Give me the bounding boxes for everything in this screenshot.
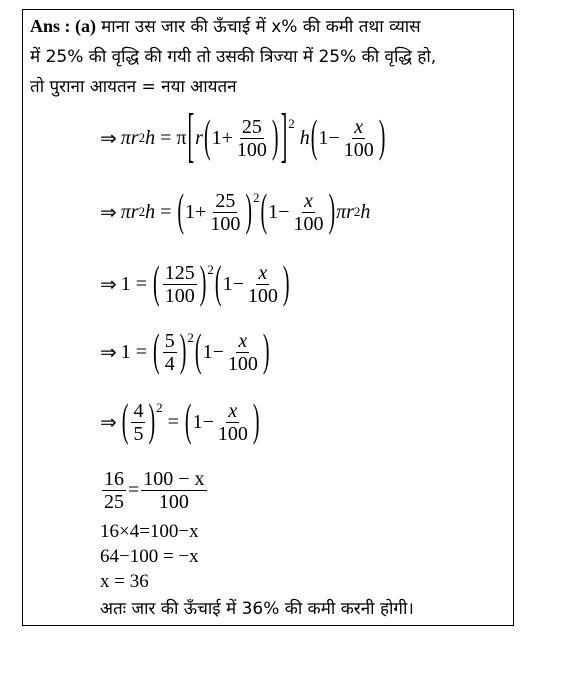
numerator: x: [303, 189, 313, 212]
numerator: 25: [241, 115, 262, 138]
denominator: 100: [247, 284, 278, 307]
equation-step-4: ⇒ 1 = ( $\frac{5}{4}$ ) $^2$ ( 1− $\frac{x}{100}$ ): [100, 325, 270, 377]
numerator: 16: [104, 467, 124, 490]
conclusion-line: अतः जार की ऊँचाई में 36% की कमी करनी होगी।: [100, 599, 414, 619]
calc-line-3: x = 36: [100, 571, 149, 592]
fraction: [163, 330, 177, 375]
implies-arrow: ⇒: [100, 341, 117, 364]
denominator: 100: [343, 138, 374, 161]
denominator: 100: [227, 352, 258, 375]
answer-line-1: [30, 14, 421, 37]
equation-step-3: ⇒ 1 = ( $\frac{125}{100}$ ) $^2$ ( 1− $\frac{x}{100}$ ): [100, 257, 290, 309]
fraction: [216, 400, 250, 445]
fraction: [246, 262, 280, 307]
answer-intro: माना उस जार की ऊँचाई में x% की कमी तथा व्यास: [101, 17, 421, 37]
denominator: 100: [293, 212, 324, 235]
fraction: [102, 468, 126, 513]
calc-line-1: 16×4=100−x: [100, 521, 199, 542]
solution-box: [22, 9, 514, 626]
implies-arrow: ⇒: [100, 127, 117, 150]
fraction: [163, 262, 197, 307]
fraction: [208, 190, 242, 235]
equation-step-2: ⇒ πr 2 h = ( 1+ $\frac{25}{100}$ ) $^2$ ( 1− $\frac{x}{100}$ ) πr 2 h: [100, 185, 371, 237]
fraction: [226, 330, 260, 375]
denominator: 100: [217, 422, 248, 445]
numerator: 4: [133, 399, 144, 422]
fraction: [141, 468, 206, 513]
numerator: 25: [215, 189, 236, 212]
denominator: 4: [164, 352, 175, 375]
equation-step-5: ⇒ ( $\frac{4}{5}$ ) $^2$ = ( 1− $\frac{x}{100}$ ): [100, 395, 260, 447]
denominator: 100: [210, 212, 241, 235]
fraction: [291, 190, 325, 235]
denominator: 100: [158, 490, 189, 513]
equation-step-1: ⇒ πr 2 h = π [ r ( 1+ $\frac{25}{100}$ ) ] $^2$ h ( 1− $\frac{x}{100}$ ): [100, 103, 386, 170]
numerator: x: [258, 261, 268, 284]
numerator: 125: [164, 261, 195, 284]
numerator: x: [228, 399, 238, 422]
implies-arrow: ⇒: [100, 201, 117, 224]
fraction: [342, 116, 376, 161]
numerator: 100 − x: [143, 467, 205, 490]
implies-arrow: ⇒: [100, 411, 117, 434]
numerator: x: [354, 115, 364, 138]
equation-step-6: $\frac{16}{25}$ = $\frac{100 - x}{100}$: [104, 467, 205, 513]
numerator: x: [238, 329, 248, 352]
numerator: 5: [164, 329, 175, 352]
denominator: 25: [104, 490, 124, 513]
calc-line-2: 64−100 = −x: [100, 546, 199, 567]
denominator: 5: [133, 422, 144, 445]
fraction: [131, 400, 145, 445]
denominator: 100: [236, 138, 267, 161]
answer-line-3: तो पुराना आयतन = नया आयतन: [30, 77, 237, 97]
answer-line-2: में 25% की वृद्धि की गयी तो उसकी त्रिज्या में 25% की वृद्धि हो,: [30, 47, 437, 67]
implies-arrow: ⇒: [100, 273, 117, 296]
answer-label: Ans : (a): [30, 16, 96, 36]
fraction: [235, 116, 269, 161]
denominator: 100: [164, 284, 195, 307]
